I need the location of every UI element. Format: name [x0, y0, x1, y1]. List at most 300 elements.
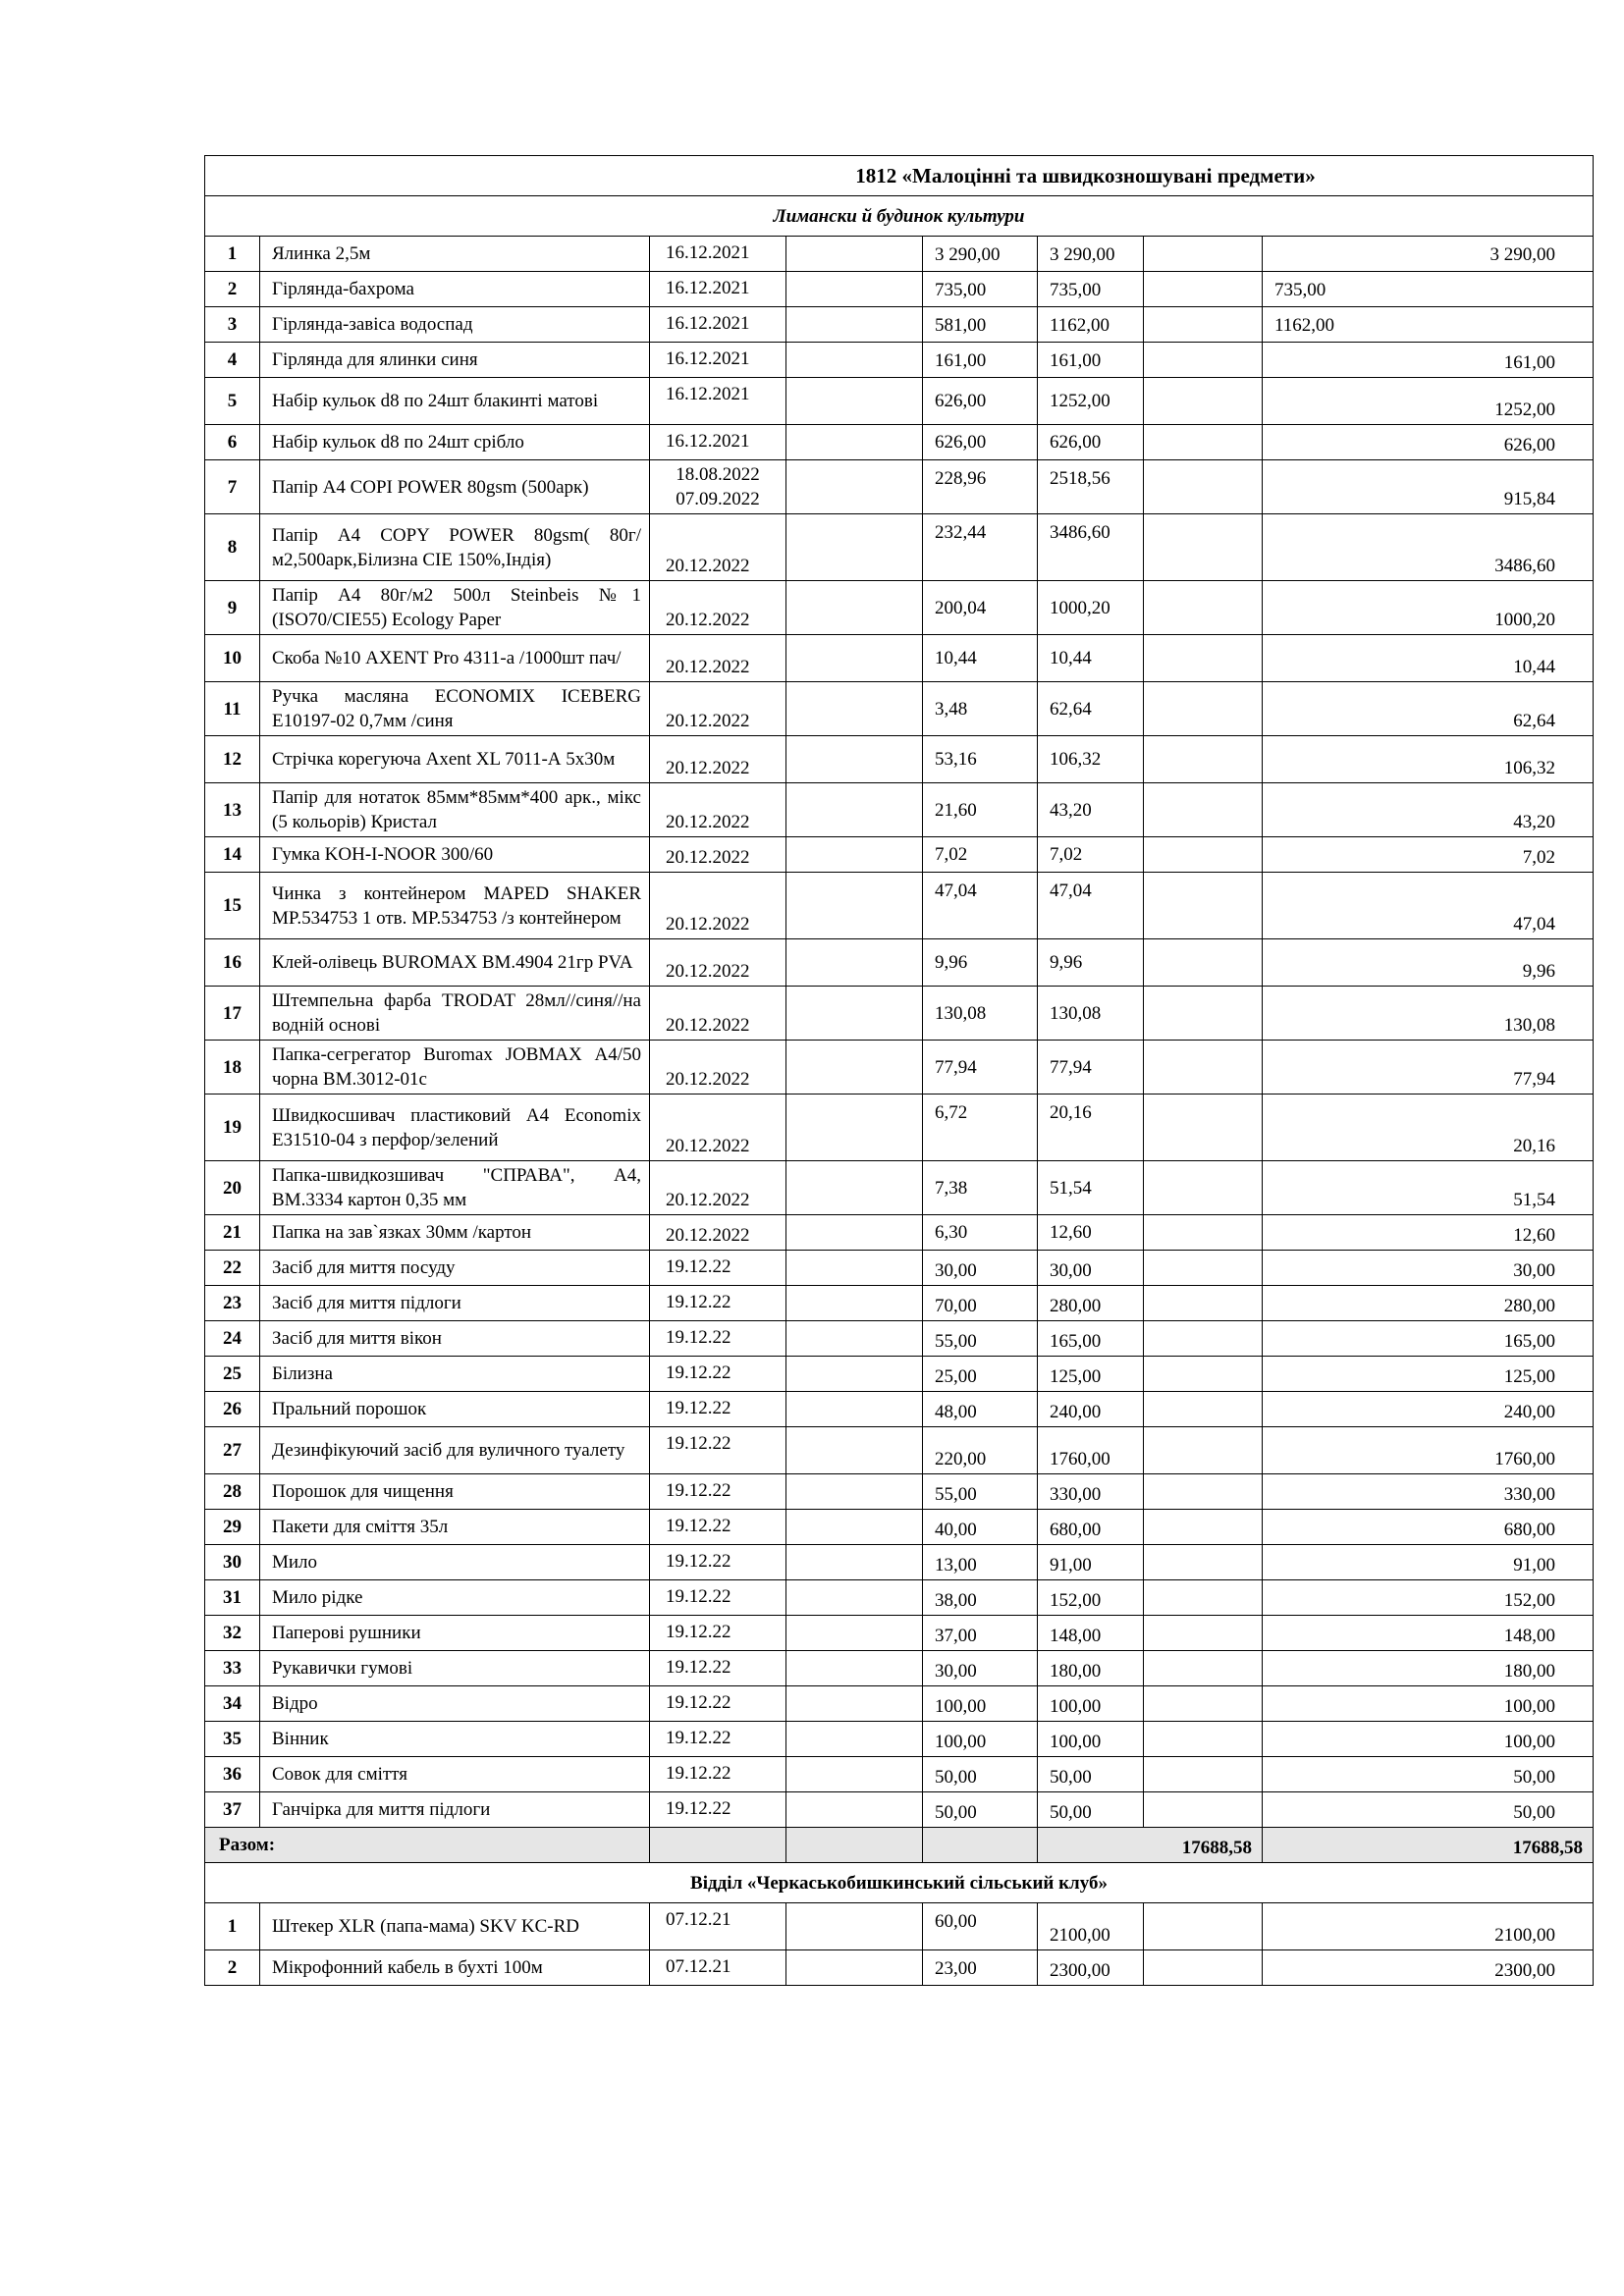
row-number: 13: [205, 783, 260, 837]
item-name: Гірлянда-завіса водоспад: [260, 307, 650, 343]
item-total: 50,00: [1263, 1757, 1594, 1792]
row-number: 23: [205, 1286, 260, 1321]
row-number: 32: [205, 1616, 260, 1651]
row-number: 9: [205, 581, 260, 635]
empty-cell: [1144, 635, 1263, 682]
table-row: [205, 1580, 1594, 1616]
item-sum: 680,00: [1038, 1510, 1144, 1545]
item-price: 55,00: [923, 1321, 1038, 1357]
table-row: [205, 581, 1594, 635]
item-total: 240,00: [1263, 1392, 1594, 1427]
row-number: 34: [205, 1686, 260, 1722]
empty-cell: [786, 736, 923, 783]
item-name: Ручка масляна ECONOMIX ICEBERG E10197-02 0,7мм /синя: [260, 682, 650, 736]
item-price: 47,04: [923, 873, 1038, 939]
row-number: 18: [205, 1041, 260, 1095]
empty-cell: [1144, 1686, 1263, 1722]
item-total: 100,00: [1263, 1722, 1594, 1757]
empty-cell: [786, 1616, 923, 1651]
item-sum: 148,00: [1038, 1616, 1144, 1651]
item-total: 626,00: [1263, 425, 1594, 460]
item-sum: 125,00: [1038, 1357, 1144, 1392]
item-date: 19.12.22: [650, 1792, 786, 1828]
item-total: 20,16: [1263, 1095, 1594, 1161]
item-name: Папка на зав`язках 30мм /картон: [260, 1215, 650, 1251]
item-total: 50,00: [1263, 1792, 1594, 1828]
empty-cell: [1144, 1251, 1263, 1286]
item-price: 70,00: [923, 1286, 1038, 1321]
item-date: 19.12.22: [650, 1474, 786, 1510]
item-price: 30,00: [923, 1651, 1038, 1686]
empty-cell: [786, 1510, 923, 1545]
item-name: Папка-швидкозшивач "СПРАВА", А4, BM.3334 картон 0,35 мм: [260, 1161, 650, 1215]
empty-cell: [1144, 1215, 1263, 1251]
item-date: 20.12.2022: [650, 987, 786, 1041]
empty-cell: [1144, 1757, 1263, 1792]
item-sum: 165,00: [1038, 1321, 1144, 1357]
item-date: 07.12.21: [650, 1950, 786, 1986]
item-price: 220,00: [923, 1427, 1038, 1474]
item-price: 40,00: [923, 1510, 1038, 1545]
row-number: 19: [205, 1095, 260, 1161]
table-row: [205, 1510, 1594, 1545]
row-number: 28: [205, 1474, 260, 1510]
item-sum: 50,00: [1038, 1757, 1144, 1792]
item-date: 19.12.22: [650, 1251, 786, 1286]
item-price: 9,96: [923, 939, 1038, 987]
empty-cell: [923, 1828, 1038, 1863]
empty-cell: [1144, 1722, 1263, 1757]
empty-cell: [1144, 1041, 1263, 1095]
empty-cell: [1144, 514, 1263, 581]
row-number: 27: [205, 1427, 260, 1474]
row-number: 8: [205, 514, 260, 581]
item-sum: 20,16: [1038, 1095, 1144, 1161]
empty-cell: [786, 272, 923, 307]
inventory-table: [204, 155, 1594, 1986]
item-price: 626,00: [923, 378, 1038, 425]
item-price: 10,44: [923, 635, 1038, 682]
item-date: 20.12.2022: [650, 1095, 786, 1161]
empty-cell: [1144, 1545, 1263, 1580]
item-total: 1000,20: [1263, 581, 1594, 635]
empty-cell: [1144, 581, 1263, 635]
item-total: 2300,00: [1263, 1950, 1594, 1986]
item-price: 38,00: [923, 1580, 1038, 1616]
item-total: 161,00: [1263, 343, 1594, 378]
empty-cell: [786, 1427, 923, 1474]
empty-cell: [786, 939, 923, 987]
item-total: 9,96: [1263, 939, 1594, 987]
empty-cell: [1144, 460, 1263, 514]
row-number: 15: [205, 873, 260, 939]
table-row: [205, 514, 1594, 581]
table-row: [205, 1041, 1594, 1095]
empty-cell: [786, 1286, 923, 1321]
item-sum: 7,02: [1038, 837, 1144, 873]
item-sum: 2300,00: [1038, 1950, 1144, 1986]
item-price: 735,00: [923, 272, 1038, 307]
total-row: [205, 1828, 1594, 1863]
item-date: 16.12.2021: [650, 272, 786, 307]
empty-cell: [1144, 1903, 1263, 1950]
empty-cell: [786, 1722, 923, 1757]
row-number: 2: [205, 1950, 260, 1986]
row-number: 29: [205, 1510, 260, 1545]
empty-cell: [786, 1095, 923, 1161]
table-row: [205, 1903, 1594, 1950]
row-number: 3: [205, 307, 260, 343]
table-row: [205, 1215, 1594, 1251]
item-sum: 2100,00: [1038, 1903, 1144, 1950]
item-total: 148,00: [1263, 1616, 1594, 1651]
item-name: Рукавички гумові: [260, 1651, 650, 1686]
empty-cell: [786, 837, 923, 873]
empty-cell: [786, 237, 923, 272]
empty-cell: [786, 425, 923, 460]
item-price: 100,00: [923, 1686, 1038, 1722]
item-sum: 47,04: [1038, 873, 1144, 939]
item-total: 62,64: [1263, 682, 1594, 736]
item-sum: 130,08: [1038, 987, 1144, 1041]
empty-cell: [1144, 1286, 1263, 1321]
empty-cell: [650, 1828, 786, 1863]
empty-cell: [786, 460, 923, 514]
table-row: [205, 1686, 1594, 1722]
empty-cell: [1144, 1474, 1263, 1510]
item-price: 50,00: [923, 1792, 1038, 1828]
item-name: Мило рідке: [260, 1580, 650, 1616]
item-name: Порошок для чищення: [260, 1474, 650, 1510]
item-total: 1760,00: [1263, 1427, 1594, 1474]
item-sum: 9,96: [1038, 939, 1144, 987]
item-name: Пакети для сміття 35л: [260, 1510, 650, 1545]
empty-cell: [1144, 736, 1263, 783]
empty-cell: [1144, 1427, 1263, 1474]
item-date: 16.12.2021: [650, 378, 786, 425]
empty-cell: [786, 1215, 923, 1251]
empty-cell: [1144, 987, 1263, 1041]
item-sum: 3486,60: [1038, 514, 1144, 581]
empty-cell: [786, 1161, 923, 1215]
empty-cell: [786, 1686, 923, 1722]
row-number: 24: [205, 1321, 260, 1357]
empty-cell: [1144, 1510, 1263, 1545]
item-date: 19.12.22: [650, 1357, 786, 1392]
row-number: 2: [205, 272, 260, 307]
table-row: [205, 237, 1594, 272]
item-sum: 280,00: [1038, 1286, 1144, 1321]
empty-cell: [1144, 1357, 1263, 1392]
table-row: [205, 1545, 1594, 1580]
row-number: 6: [205, 425, 260, 460]
item-name: Відро: [260, 1686, 650, 1722]
item-total: 280,00: [1263, 1286, 1594, 1321]
item-sum: 152,00: [1038, 1580, 1144, 1616]
item-name: Папір для нотаток 85мм*85мм*400 арк., мікс (5 кольорів) Кристал: [260, 783, 650, 837]
item-name: Чинка з контейнером MAPED SHAKER MP.534753 1 отв. MP.534753 /з контейнером: [260, 873, 650, 939]
item-sum: 91,00: [1038, 1545, 1144, 1580]
item-price: 228,96: [923, 460, 1038, 514]
item-name: Папір А4 80г/м2 500л Steinbeis №1 (ISO70/CIE55) Ecology Paper: [260, 581, 650, 635]
item-sum: 100,00: [1038, 1722, 1144, 1757]
item-sum: 106,32: [1038, 736, 1144, 783]
table-row: [205, 736, 1594, 783]
empty-cell: [786, 1903, 923, 1950]
table-row: [205, 1286, 1594, 1321]
table-row: [205, 1651, 1594, 1686]
item-total: 43,20: [1263, 783, 1594, 837]
row-number: 7: [205, 460, 260, 514]
table-row: [205, 1321, 1594, 1357]
item-sum: 51,54: [1038, 1161, 1144, 1215]
item-price: 60,00: [923, 1903, 1038, 1950]
item-total: 106,32: [1263, 736, 1594, 783]
row-number: 4: [205, 343, 260, 378]
section-header-row: [205, 196, 1594, 237]
item-price: 6,30: [923, 1215, 1038, 1251]
item-date: 16.12.2021: [650, 307, 786, 343]
item-date: 19.12.22: [650, 1392, 786, 1427]
item-date: 20.12.2022: [650, 736, 786, 783]
item-date: 07.12.21: [650, 1903, 786, 1950]
empty-cell: [786, 581, 923, 635]
item-date: 19.12.22: [650, 1616, 786, 1651]
item-name: Гумка KOH-I-NOOR 300/60: [260, 837, 650, 873]
total-label: Разом:: [205, 1828, 650, 1863]
row-number: 1: [205, 237, 260, 272]
table-row: [205, 1251, 1594, 1286]
item-sum: 50,00: [1038, 1792, 1144, 1828]
item-date: 20.12.2022: [650, 783, 786, 837]
item-date: 20.12.2022: [650, 635, 786, 682]
row-number: 25: [205, 1357, 260, 1392]
table-row: [205, 343, 1594, 378]
item-name: Швидкосшивач пластиковий А4 Economix E31510-04 з перфор/зелений: [260, 1095, 650, 1161]
item-date: 18.08.2022 07.09.2022: [650, 460, 786, 514]
item-name: Вінник: [260, 1722, 650, 1757]
empty-cell: [1144, 1651, 1263, 1686]
item-total: 100,00: [1263, 1686, 1594, 1722]
item-sum: 735,00: [1038, 272, 1144, 307]
item-date: 20.12.2022: [650, 514, 786, 581]
empty-cell: [786, 1251, 923, 1286]
item-sum: 626,00: [1038, 425, 1144, 460]
item-price: 6,72: [923, 1095, 1038, 1161]
item-price: 48,00: [923, 1392, 1038, 1427]
empty-cell: [786, 1828, 923, 1863]
empty-cell: [786, 514, 923, 581]
table-row: [205, 987, 1594, 1041]
table-row: [205, 635, 1594, 682]
item-date: 16.12.2021: [650, 237, 786, 272]
table-row: [205, 1095, 1594, 1161]
row-number: 12: [205, 736, 260, 783]
item-total: 180,00: [1263, 1651, 1594, 1686]
item-name: Мило: [260, 1545, 650, 1580]
row-number: 22: [205, 1251, 260, 1286]
item-total: 30,00: [1263, 1251, 1594, 1286]
item-date: 20.12.2022: [650, 837, 786, 873]
item-date: 20.12.2022: [650, 873, 786, 939]
item-date: 16.12.2021: [650, 425, 786, 460]
table-body: [205, 156, 1594, 1986]
inventory-sheet: [204, 155, 1593, 1986]
row-number: 26: [205, 1392, 260, 1427]
item-sum: 1162,00: [1038, 307, 1144, 343]
item-total: 680,00: [1263, 1510, 1594, 1545]
item-name: Папір А4 COPI POWER 80gsm (500арк): [260, 460, 650, 514]
item-total: 7,02: [1263, 837, 1594, 873]
item-sum: 12,60: [1038, 1215, 1144, 1251]
row-number: 20: [205, 1161, 260, 1215]
empty-cell: [786, 307, 923, 343]
item-name: Папка-сегрегатор Buromax JOBMAX А4/50 чорна BM.3012-01с: [260, 1041, 650, 1095]
item-price: 7,38: [923, 1161, 1038, 1215]
item-name: Стрічка корегуюча Axent XL 7011-А 5х30м: [260, 736, 650, 783]
empty-cell: [786, 1950, 923, 1986]
empty-cell: [786, 1651, 923, 1686]
empty-cell: [786, 1357, 923, 1392]
row-number: 37: [205, 1792, 260, 1828]
empty-cell: [786, 1321, 923, 1357]
item-price: 30,00: [923, 1251, 1038, 1286]
row-number: 16: [205, 939, 260, 987]
table-row: [205, 1792, 1594, 1828]
table-row: [205, 1616, 1594, 1651]
item-sum: 3 290,00: [1038, 237, 1144, 272]
item-date: 19.12.22: [650, 1286, 786, 1321]
empty-cell: [786, 1757, 923, 1792]
table-row: [205, 1722, 1594, 1757]
item-date: 20.12.2022: [650, 939, 786, 987]
empty-cell: [1144, 1095, 1263, 1161]
row-number: 33: [205, 1651, 260, 1686]
item-name: Штекер XLR (папа-мама) SKV KC-RD: [260, 1903, 650, 1950]
empty-cell: [1144, 1161, 1263, 1215]
row-number: 21: [205, 1215, 260, 1251]
item-sum: 30,00: [1038, 1251, 1144, 1286]
item-date: 19.12.22: [650, 1651, 786, 1686]
title-row: [205, 156, 1594, 196]
table-row: [205, 783, 1594, 837]
empty-cell: [1144, 873, 1263, 939]
empty-cell: [786, 682, 923, 736]
empty-cell: [1144, 1580, 1263, 1616]
empty-cell: [786, 1474, 923, 1510]
item-name: Мікрофонний кабель в бухті 100м: [260, 1950, 650, 1986]
empty-cell: [1144, 425, 1263, 460]
row-number: 17: [205, 987, 260, 1041]
item-total: 1162,00: [1263, 307, 1594, 343]
row-number: 36: [205, 1757, 260, 1792]
item-total: 915,84: [1263, 460, 1594, 514]
table-row: [205, 682, 1594, 736]
item-total: 152,00: [1263, 1580, 1594, 1616]
table-row: [205, 1757, 1594, 1792]
item-date: 20.12.2022: [650, 682, 786, 736]
item-total: 3 290,00: [1263, 237, 1594, 272]
item-name: Гірлянда-бахрома: [260, 272, 650, 307]
empty-cell: [786, 343, 923, 378]
item-date: 19.12.22: [650, 1686, 786, 1722]
item-price: 232,44: [923, 514, 1038, 581]
item-sum: 2518,56: [1038, 460, 1144, 514]
item-price: 53,16: [923, 736, 1038, 783]
item-price: 21,60: [923, 783, 1038, 837]
item-total: 91,00: [1263, 1545, 1594, 1580]
row-number: 31: [205, 1580, 260, 1616]
item-price: 3 290,00: [923, 237, 1038, 272]
row-number: 1: [205, 1903, 260, 1950]
item-name: Засіб для миття підлоги: [260, 1286, 650, 1321]
item-total: 2100,00: [1263, 1903, 1594, 1950]
item-sum: 62,64: [1038, 682, 1144, 736]
empty-cell: [786, 1041, 923, 1095]
table-row: [205, 939, 1594, 987]
item-name: Ганчірка для миття підлоги: [260, 1792, 650, 1828]
table-row: [205, 1950, 1594, 1986]
item-sum: 180,00: [1038, 1651, 1144, 1686]
item-price: 13,00: [923, 1545, 1038, 1580]
item-date: 19.12.22: [650, 1545, 786, 1580]
table-row: [205, 307, 1594, 343]
item-name: Засіб для миття посуду: [260, 1251, 650, 1286]
item-name: Папір А4 COPY POWER 80gsm( 80г/м2,500арк,Білизна CIE 150%,Індія): [260, 514, 650, 581]
item-price: 55,00: [923, 1474, 1038, 1510]
item-sum: 1252,00: [1038, 378, 1144, 425]
empty-cell: [786, 1792, 923, 1828]
item-name: Гірлянда для ялинки синя: [260, 343, 650, 378]
item-price: 37,00: [923, 1616, 1038, 1651]
table-row: [205, 1357, 1594, 1392]
item-sum: 77,94: [1038, 1041, 1144, 1095]
section-title: Відділ «Черкаськобишкинський сільський клуб»: [205, 1863, 1594, 1903]
empty-cell: [1144, 378, 1263, 425]
empty-cell: [1144, 1392, 1263, 1427]
item-name: Набір кульок d8 по 24шт блакинті матові: [260, 378, 650, 425]
empty-cell: [786, 873, 923, 939]
item-total: 51,54: [1263, 1161, 1594, 1215]
item-sum: 43,20: [1038, 783, 1144, 837]
empty-cell: [1144, 783, 1263, 837]
item-name: Набір кульок d8 по 24шт срібло: [260, 425, 650, 460]
item-name: Паперові рушники: [260, 1616, 650, 1651]
item-price: 100,00: [923, 1722, 1038, 1757]
item-total: 1252,00: [1263, 378, 1594, 425]
empty-cell: [786, 987, 923, 1041]
empty-cell: [1144, 237, 1263, 272]
item-date: 19.12.22: [650, 1757, 786, 1792]
table-row: [205, 873, 1594, 939]
item-date: 19.12.22: [650, 1321, 786, 1357]
item-total: 165,00: [1263, 1321, 1594, 1357]
empty-cell: [1144, 1616, 1263, 1651]
empty-cell: [786, 1545, 923, 1580]
item-date: 20.12.2022: [650, 1041, 786, 1095]
row-number: 10: [205, 635, 260, 682]
item-price: 25,00: [923, 1357, 1038, 1392]
empty-cell: [1144, 939, 1263, 987]
empty-cell: [786, 1392, 923, 1427]
item-sum: 1000,20: [1038, 581, 1144, 635]
empty-cell: [1144, 343, 1263, 378]
item-total: 12,60: [1263, 1215, 1594, 1251]
empty-cell: [1144, 1321, 1263, 1357]
item-price: 161,00: [923, 343, 1038, 378]
empty-cell: [1144, 1950, 1263, 1986]
item-total: 3486,60: [1263, 514, 1594, 581]
